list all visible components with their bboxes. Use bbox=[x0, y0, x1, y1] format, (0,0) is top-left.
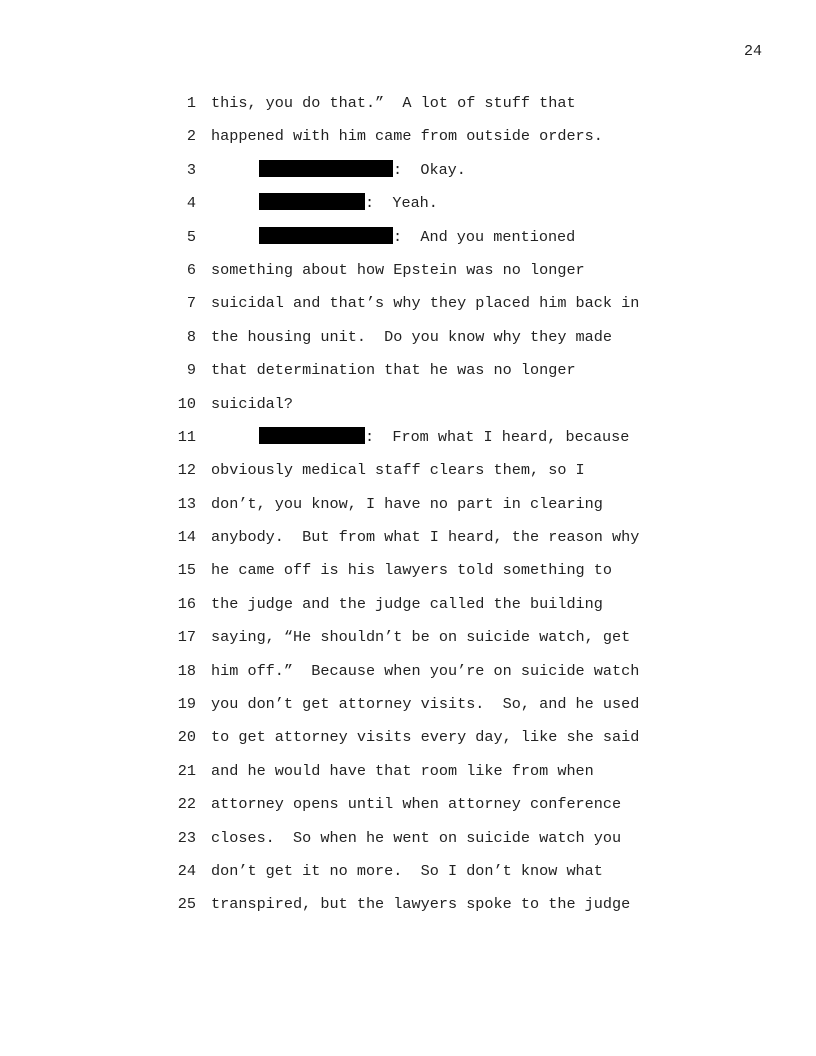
line-text: the housing unit. Do you know why they made bbox=[211, 327, 613, 346]
transcript-line bbox=[0, 661, 816, 694]
line-number: 25 bbox=[177, 895, 196, 914]
transcript-body bbox=[0, 93, 816, 928]
speaker-text: : From what I heard, because bbox=[365, 427, 630, 446]
transcript-line bbox=[0, 828, 816, 861]
line-text: don’t get it no more. So I don’t know what bbox=[211, 861, 603, 880]
transcript-line bbox=[0, 394, 816, 427]
line-number: 19 bbox=[177, 695, 196, 714]
line-text: something about how Epstein was no longer bbox=[211, 260, 585, 279]
line-number: 17 bbox=[177, 628, 196, 647]
line-number: 15 bbox=[177, 561, 196, 580]
line-text: you don’t get attorney visits. So, and he used bbox=[211, 695, 640, 714]
line-number: 11 bbox=[177, 427, 196, 446]
line-number: 22 bbox=[177, 795, 196, 814]
line-text: the judge and the judge called the building bbox=[211, 594, 603, 613]
line-text: that determination that he was no longer bbox=[211, 361, 576, 380]
line-number: 4 bbox=[186, 194, 196, 213]
line-text: and he would have that room like from when bbox=[211, 761, 594, 780]
transcript-line bbox=[0, 627, 816, 660]
line-text: him off.” Because when you’re on suicide watch bbox=[211, 661, 640, 680]
line-number: 16 bbox=[177, 594, 196, 613]
line-text: he came off is his lawyers told something to bbox=[211, 561, 613, 580]
speaker-line bbox=[259, 227, 575, 247]
transcript-line bbox=[0, 494, 816, 527]
transcript-line bbox=[0, 527, 816, 560]
transcript-line bbox=[0, 794, 816, 827]
line-number: 18 bbox=[177, 661, 196, 680]
transcript-line bbox=[0, 861, 816, 894]
transcript-line bbox=[0, 727, 816, 760]
speaker-line bbox=[259, 427, 629, 447]
line-number: 6 bbox=[186, 260, 196, 279]
line-text: happened with him came from outside orders. bbox=[211, 127, 603, 146]
speaker-text: : And you mentioned bbox=[393, 227, 576, 246]
line-number: 23 bbox=[177, 828, 196, 847]
transcript-line bbox=[0, 227, 816, 260]
line-number: 24 bbox=[177, 861, 196, 880]
line-number: 14 bbox=[177, 528, 196, 547]
speaker-line bbox=[259, 193, 438, 213]
transcript-line bbox=[0, 894, 816, 927]
line-text: anybody. But from what I heard, the reason why bbox=[211, 528, 640, 547]
transcript-line bbox=[0, 360, 816, 393]
redacted-speaker-name bbox=[259, 427, 365, 444]
transcript-line bbox=[0, 694, 816, 727]
line-text: saying, “He shouldn’t be on suicide watch, get bbox=[211, 628, 631, 647]
line-text: suicidal and that’s why they placed him back in bbox=[211, 294, 640, 313]
line-text: suicidal? bbox=[211, 394, 294, 413]
line-number: 1 bbox=[186, 94, 196, 112]
transcript-line bbox=[0, 594, 816, 627]
page-number: 24 bbox=[743, 43, 762, 60]
transcript-line bbox=[0, 327, 816, 360]
line-number: 10 bbox=[177, 394, 196, 413]
transcript-line bbox=[0, 560, 816, 593]
redacted-speaker-name bbox=[259, 193, 365, 210]
transcript-line bbox=[0, 126, 816, 159]
transcript-line bbox=[0, 761, 816, 794]
transcript-line bbox=[0, 93, 816, 126]
redacted-speaker-name bbox=[259, 227, 393, 244]
line-number: 21 bbox=[177, 761, 196, 780]
transcript-line bbox=[0, 293, 816, 326]
line-number: 20 bbox=[177, 728, 196, 747]
line-text: closes. So when he went on suicide watch you bbox=[211, 828, 622, 847]
transcript-line bbox=[0, 460, 816, 493]
line-text: attorney opens until when attorney conference bbox=[211, 795, 622, 814]
transcript-line bbox=[0, 160, 816, 193]
line-number: 3 bbox=[186, 160, 196, 179]
line-text: transpired, but the lawyers spoke to the judge bbox=[211, 895, 631, 914]
line-number: 5 bbox=[186, 227, 196, 246]
line-number: 12 bbox=[177, 461, 196, 480]
line-text: don’t, you know, I have no part in clearing bbox=[211, 494, 603, 513]
transcript-line bbox=[0, 193, 816, 226]
speaker-text: : Yeah. bbox=[365, 194, 438, 213]
line-text: obviously medical staff clears them, so I bbox=[211, 461, 585, 480]
line-number: 7 bbox=[186, 294, 196, 313]
line-number: 9 bbox=[186, 361, 196, 380]
speaker-line bbox=[259, 160, 466, 180]
line-text: this, you do that.” A lot of stuff that bbox=[211, 94, 576, 112]
line-number: 2 bbox=[186, 127, 196, 146]
line-number: 13 bbox=[177, 494, 196, 513]
transcript-line bbox=[0, 260, 816, 293]
redacted-speaker-name bbox=[259, 160, 393, 177]
line-number: 8 bbox=[186, 327, 196, 346]
transcript-line bbox=[0, 427, 816, 460]
speaker-text: : Okay. bbox=[393, 160, 466, 179]
line-text: to get attorney visits every day, like she said bbox=[211, 728, 640, 747]
